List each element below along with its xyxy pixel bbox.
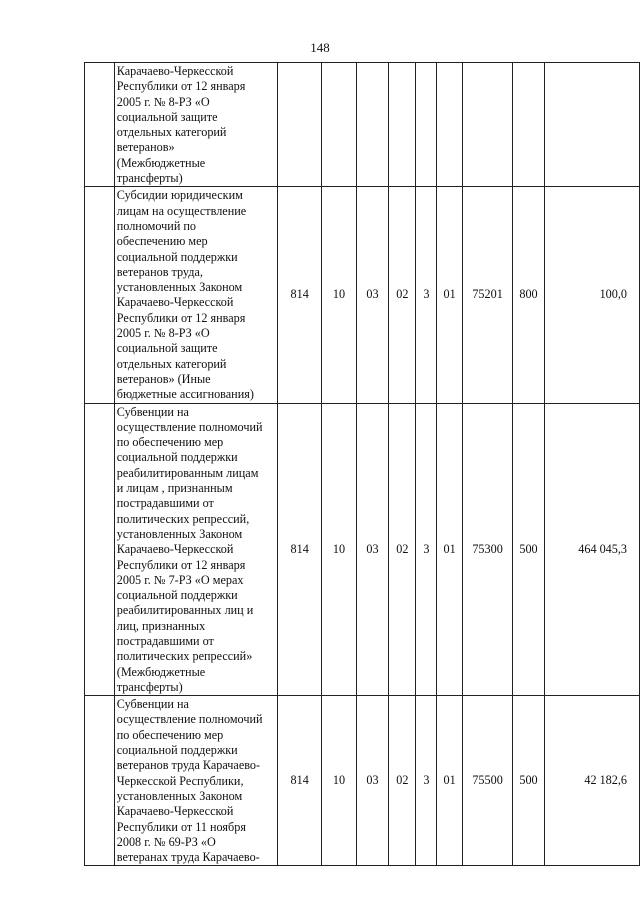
expense-type-code: 800 <box>513 187 544 403</box>
section-code <box>322 63 356 187</box>
page-number: 148 <box>310 40 330 55</box>
program-code: 02 <box>389 696 416 866</box>
table-row <box>85 696 640 866</box>
ministry-code: 814 <box>278 187 322 403</box>
row-number-cell <box>85 187 115 403</box>
main-event-code: 01 <box>437 403 462 696</box>
table-row <box>85 187 640 403</box>
subsection-code: 03 <box>356 187 389 403</box>
section-code: 10 <box>322 187 356 403</box>
direction-code: 75201 <box>462 187 513 403</box>
expense-type-code: 500 <box>513 696 544 866</box>
expense-name: Субвенции на осуществление полномочий по обеспечению мер социальной поддержки ветеранов труда Карачаево- Черкесской Республики, установленных Законом Карачаево-Черкесской Республики от 11 ноября 2008 г. № 69-РЗ «О ветеранах труда Карачаево- <box>114 696 277 866</box>
section-code: 10 <box>322 696 356 866</box>
section-code: 10 <box>322 403 356 696</box>
expense-name: Карачаево-Черкесской Республики от 12 января 2005 г. № 8-РЗ «О социальной защите отдельных категорий ветеранов» (Межбюджетные трансферты) <box>114 63 277 187</box>
amount-value: 100,0 <box>544 187 639 403</box>
subprogram-code: 3 <box>416 403 437 696</box>
budget-table <box>84 62 640 866</box>
subprogram-code <box>416 63 437 187</box>
table-row <box>85 403 640 696</box>
direction-code: 75500 <box>462 696 513 866</box>
main-event-code: 01 <box>437 187 462 403</box>
amount-value <box>544 63 639 187</box>
row-number-cell <box>85 63 115 187</box>
ministry-code <box>278 63 322 187</box>
main-event-code: 01 <box>437 696 462 866</box>
amount-value: 42 182,6 <box>544 696 639 866</box>
ministry-code: 814 <box>278 696 322 866</box>
expense-name: Субсидии юридическим лицам на осуществление полномочий по обеспечению мер социальной поддержки ветеранов труда, установленных Законом Карачаево-Черкесской Республики от 12 января 2005 г. № 8-РЗ «О социальной защите отдельных категорий ветеранов» (Иные бюджетные ассигнования) <box>114 187 277 403</box>
program-code: 02 <box>389 403 416 696</box>
main-event-code <box>437 63 462 187</box>
table-row <box>85 63 640 187</box>
program-code: 02 <box>389 187 416 403</box>
row-number-cell <box>85 696 115 866</box>
row-number-cell <box>85 403 115 696</box>
ministry-code: 814 <box>278 403 322 696</box>
subsection-code: 03 <box>356 696 389 866</box>
direction-code: 75300 <box>462 403 513 696</box>
direction-code <box>462 63 513 187</box>
expense-name: Субвенции на осуществление полномочий по обеспечению мер социальной поддержки реабилитированным лицам и лицам , признанным пострадавшими от политических репрессий, установленных Законом Карачаево-Черкесской Республики от 12 января 2005 г. № 7-РЗ «О мерах социальной поддержки реабилитированных лиц и лиц, признанных пострадавшими от политических репрессий» (Межбюджетные трансферты) <box>114 403 277 696</box>
subsection-code: 03 <box>356 403 389 696</box>
subprogram-code: 3 <box>416 696 437 866</box>
subsection-code <box>356 63 389 187</box>
subprogram-code: 3 <box>416 187 437 403</box>
amount-value: 464 045,3 <box>544 403 639 696</box>
expense-type-code: 500 <box>513 403 544 696</box>
expense-type-code <box>513 63 544 187</box>
program-code <box>389 63 416 187</box>
